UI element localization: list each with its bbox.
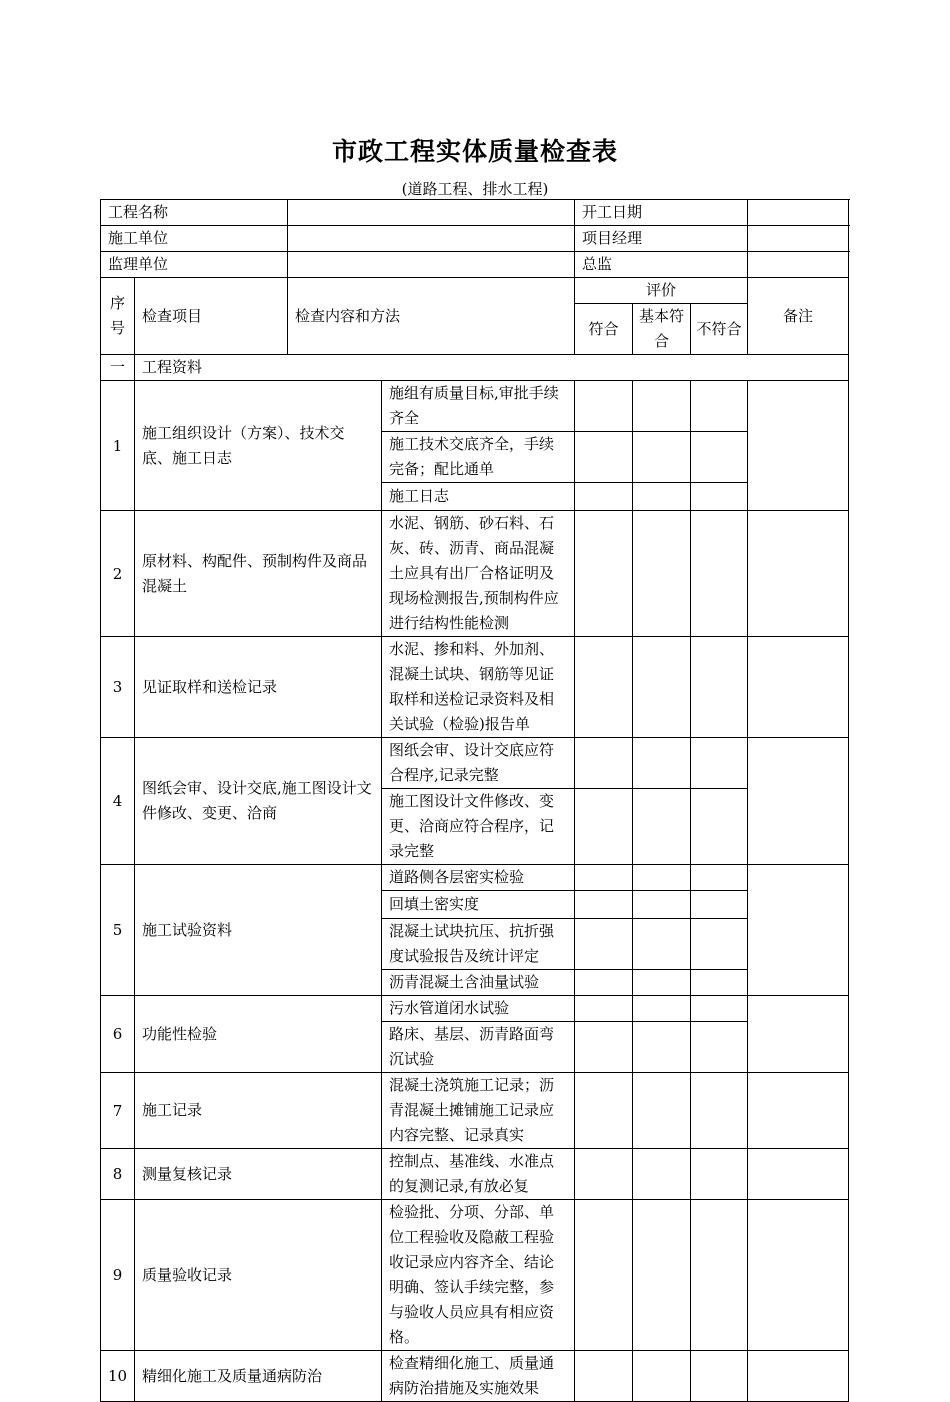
section-row	[101, 355, 849, 381]
conform-cell[interactable]	[575, 1022, 633, 1073]
item-name: 质量验收记录	[135, 1200, 382, 1351]
remarks-cell[interactable]	[748, 1073, 849, 1149]
nonconform-cell[interactable]	[691, 432, 748, 483]
basic-conform-cell[interactable]	[633, 1073, 691, 1149]
column-header-evaluation: 评价	[575, 278, 748, 304]
item-content: 检查精细化施工、质量通病防治措施及实施效果	[382, 1351, 575, 1402]
remarks-cell[interactable]	[748, 1351, 849, 1402]
item-number: 10	[101, 1351, 135, 1402]
item-name: 施工试验资料	[135, 865, 382, 996]
item-content: 图纸会审、设计交底应符合程序,记录完整	[382, 738, 575, 789]
item-content: 混凝土试块抗压、抗折强度试验报告及统计评定	[382, 919, 575, 970]
basic-conform-cell[interactable]	[633, 483, 691, 511]
chief-supervisor-label: 总监	[575, 252, 748, 278]
item-content: 检验批、分项、分部、单位工程验收及隐蔽工程验收记录应内容齐全、结论明确、签认手续完整，参与验收人员应具有相应资格。	[382, 1200, 575, 1351]
item-number: 7	[101, 1073, 135, 1149]
construction-unit-field[interactable]	[288, 226, 575, 252]
item-content: 施工技术交底齐全，手续完备；配比通单	[382, 432, 575, 483]
conform-cell[interactable]	[575, 483, 633, 511]
table-row	[101, 637, 849, 738]
remarks-cell[interactable]	[748, 996, 849, 1073]
table-row	[101, 738, 849, 789]
nonconform-cell[interactable]	[691, 970, 748, 996]
nonconform-cell[interactable]	[691, 891, 748, 919]
section-title: 工程资料	[135, 355, 849, 381]
basic-conform-cell[interactable]	[633, 891, 691, 919]
remarks-cell[interactable]	[748, 511, 849, 637]
item-number: 8	[101, 1149, 135, 1200]
inspection-table	[100, 199, 849, 1402]
nonconform-cell[interactable]	[691, 1149, 748, 1200]
column-header-remarks: 备注	[748, 278, 849, 355]
remarks-cell[interactable]	[748, 865, 849, 996]
column-header-item: 检查项目	[135, 278, 288, 355]
header-row	[101, 226, 849, 252]
item-content: 水泥、钢筋、砂石料、石灰、砖、沥青、商品混凝土应具有出厂合格证明及现场检测报告,预制构件应进行结构性能检测	[382, 511, 575, 637]
item-number: 6	[101, 996, 135, 1073]
item-content: 沥青混凝土含油量试验	[382, 970, 575, 996]
project-manager-field[interactable]	[748, 226, 849, 252]
remarks-cell[interactable]	[748, 381, 849, 511]
basic-conform-cell[interactable]	[633, 511, 691, 637]
conform-cell[interactable]	[575, 789, 633, 865]
item-content: 施组有质量目标,审批手续齐全	[382, 381, 575, 432]
item-number: 5	[101, 865, 135, 996]
basic-conform-cell[interactable]	[633, 637, 691, 738]
remarks-cell[interactable]	[748, 738, 849, 865]
supervision-unit-field[interactable]	[288, 252, 575, 278]
item-content: 污水管道闭水试验	[382, 996, 575, 1022]
column-header-conform: 符合	[575, 304, 633, 355]
nonconform-cell[interactable]	[691, 637, 748, 738]
conform-cell[interactable]	[575, 1149, 633, 1200]
project-name-label: 工程名称	[101, 200, 288, 226]
item-content: 控制点、基准线、水准点的复测记录,有放必复	[382, 1149, 575, 1200]
project-manager-label: 项目经理	[575, 226, 748, 252]
column-header-seq: 序号	[101, 278, 135, 355]
table-row	[101, 1149, 849, 1200]
table-row	[101, 865, 849, 891]
item-content: 道路侧各层密实检验	[382, 865, 575, 891]
conform-cell[interactable]	[575, 511, 633, 637]
section-number: 一	[101, 355, 135, 381]
item-content: 路床、基层、沥青路面弯沉试验	[382, 1022, 575, 1073]
conform-cell[interactable]	[575, 432, 633, 483]
basic-conform-cell[interactable]	[633, 432, 691, 483]
nonconform-cell[interactable]	[691, 1073, 748, 1149]
remarks-cell[interactable]	[748, 637, 849, 738]
conform-cell[interactable]	[575, 1200, 633, 1351]
item-content: 水泥、掺和料、外加剂、混凝土试块、钢筋等见证取样和送检记录资料及相关试验（检验)报告单	[382, 637, 575, 738]
item-name: 施工组织设计（方案）、技术交底、施工日志	[135, 381, 382, 511]
basic-conform-cell[interactable]	[633, 1022, 691, 1073]
conform-cell[interactable]	[575, 738, 633, 789]
conform-cell[interactable]	[575, 1351, 633, 1402]
nonconform-cell[interactable]	[691, 789, 748, 865]
basic-conform-cell[interactable]	[633, 970, 691, 996]
item-name: 施工记录	[135, 1073, 382, 1149]
chief-supervisor-field[interactable]	[748, 252, 849, 278]
conform-cell[interactable]	[575, 865, 633, 891]
table-row	[101, 381, 849, 432]
column-header-content: 检查内容和方法	[288, 278, 575, 355]
item-name: 见证取样和送检记录	[135, 637, 382, 738]
page-title: 市政工程实体质量检查表	[331, 137, 618, 166]
item-name: 图纸会审、设计交底,施工图设计文件修改、变更、洽商	[135, 738, 382, 865]
nonconform-cell[interactable]	[691, 511, 748, 637]
nonconform-cell[interactable]	[691, 738, 748, 789]
header-row	[101, 200, 849, 226]
header-row	[101, 252, 849, 278]
item-number: 9	[101, 1200, 135, 1351]
basic-conform-cell[interactable]	[633, 381, 691, 432]
item-content: 混凝土浇筑施工记录；沥青混凝土摊铺施工记录应内容完整、记录真实	[382, 1073, 575, 1149]
item-name: 精细化施工及质量通病防治	[135, 1351, 382, 1402]
column-header-basic-conform: 基本符合	[633, 304, 691, 355]
basic-conform-cell[interactable]	[633, 1351, 691, 1402]
item-content: 施工图设计文件修改、变更、洽商应符合程序，记录完整	[382, 789, 575, 865]
start-date-label: 开工日期	[575, 200, 748, 226]
table-row	[101, 1200, 849, 1351]
basic-conform-cell[interactable]	[633, 865, 691, 891]
remarks-cell[interactable]	[748, 1149, 849, 1200]
table-row	[101, 1351, 849, 1402]
basic-conform-cell[interactable]	[633, 996, 691, 1022]
table-row	[101, 1073, 849, 1149]
page-subtitle: (道路工程、排水工程)	[401, 180, 549, 198]
nonconform-cell[interactable]	[691, 919, 748, 970]
item-content: 回填土密实度	[382, 891, 575, 919]
conform-cell[interactable]	[575, 1073, 633, 1149]
nonconform-cell[interactable]	[691, 865, 748, 891]
item-number: 2	[101, 511, 135, 637]
construction-unit-label: 施工单位	[101, 226, 288, 252]
supervision-unit-label: 监理单位	[101, 252, 288, 278]
conform-cell[interactable]	[575, 919, 633, 970]
conform-cell[interactable]	[575, 891, 633, 919]
item-content: 施工日志	[382, 483, 575, 511]
item-number: 3	[101, 637, 135, 738]
nonconform-cell[interactable]	[691, 996, 748, 1022]
start-date-field[interactable]	[748, 200, 849, 226]
basic-conform-cell[interactable]	[633, 789, 691, 865]
basic-conform-cell[interactable]	[633, 1149, 691, 1200]
table-row	[101, 996, 849, 1022]
basic-conform-cell[interactable]	[633, 738, 691, 789]
conform-cell[interactable]	[575, 381, 633, 432]
item-number: 1	[101, 381, 135, 511]
column-header-nonconform: 不符合	[691, 304, 748, 355]
nonconform-cell[interactable]	[691, 1022, 748, 1073]
conform-cell[interactable]	[575, 996, 633, 1022]
table-row	[101, 511, 849, 637]
item-name: 功能性检验	[135, 996, 382, 1073]
basic-conform-cell[interactable]	[633, 1200, 691, 1351]
conform-cell[interactable]	[575, 637, 633, 738]
project-name-field[interactable]	[288, 200, 575, 226]
item-name: 测量复核记录	[135, 1149, 382, 1200]
item-name: 原材料、构配件、预制构件及商品混凝土	[135, 511, 382, 637]
nonconform-cell[interactable]	[691, 381, 748, 432]
nonconform-cell[interactable]	[691, 1200, 748, 1351]
nonconform-cell[interactable]	[691, 483, 748, 511]
remarks-cell[interactable]	[748, 1200, 849, 1351]
conform-cell[interactable]	[575, 970, 633, 996]
column-header-row	[101, 278, 849, 304]
basic-conform-cell[interactable]	[633, 919, 691, 970]
nonconform-cell[interactable]	[691, 1351, 748, 1402]
item-number: 4	[101, 738, 135, 865]
